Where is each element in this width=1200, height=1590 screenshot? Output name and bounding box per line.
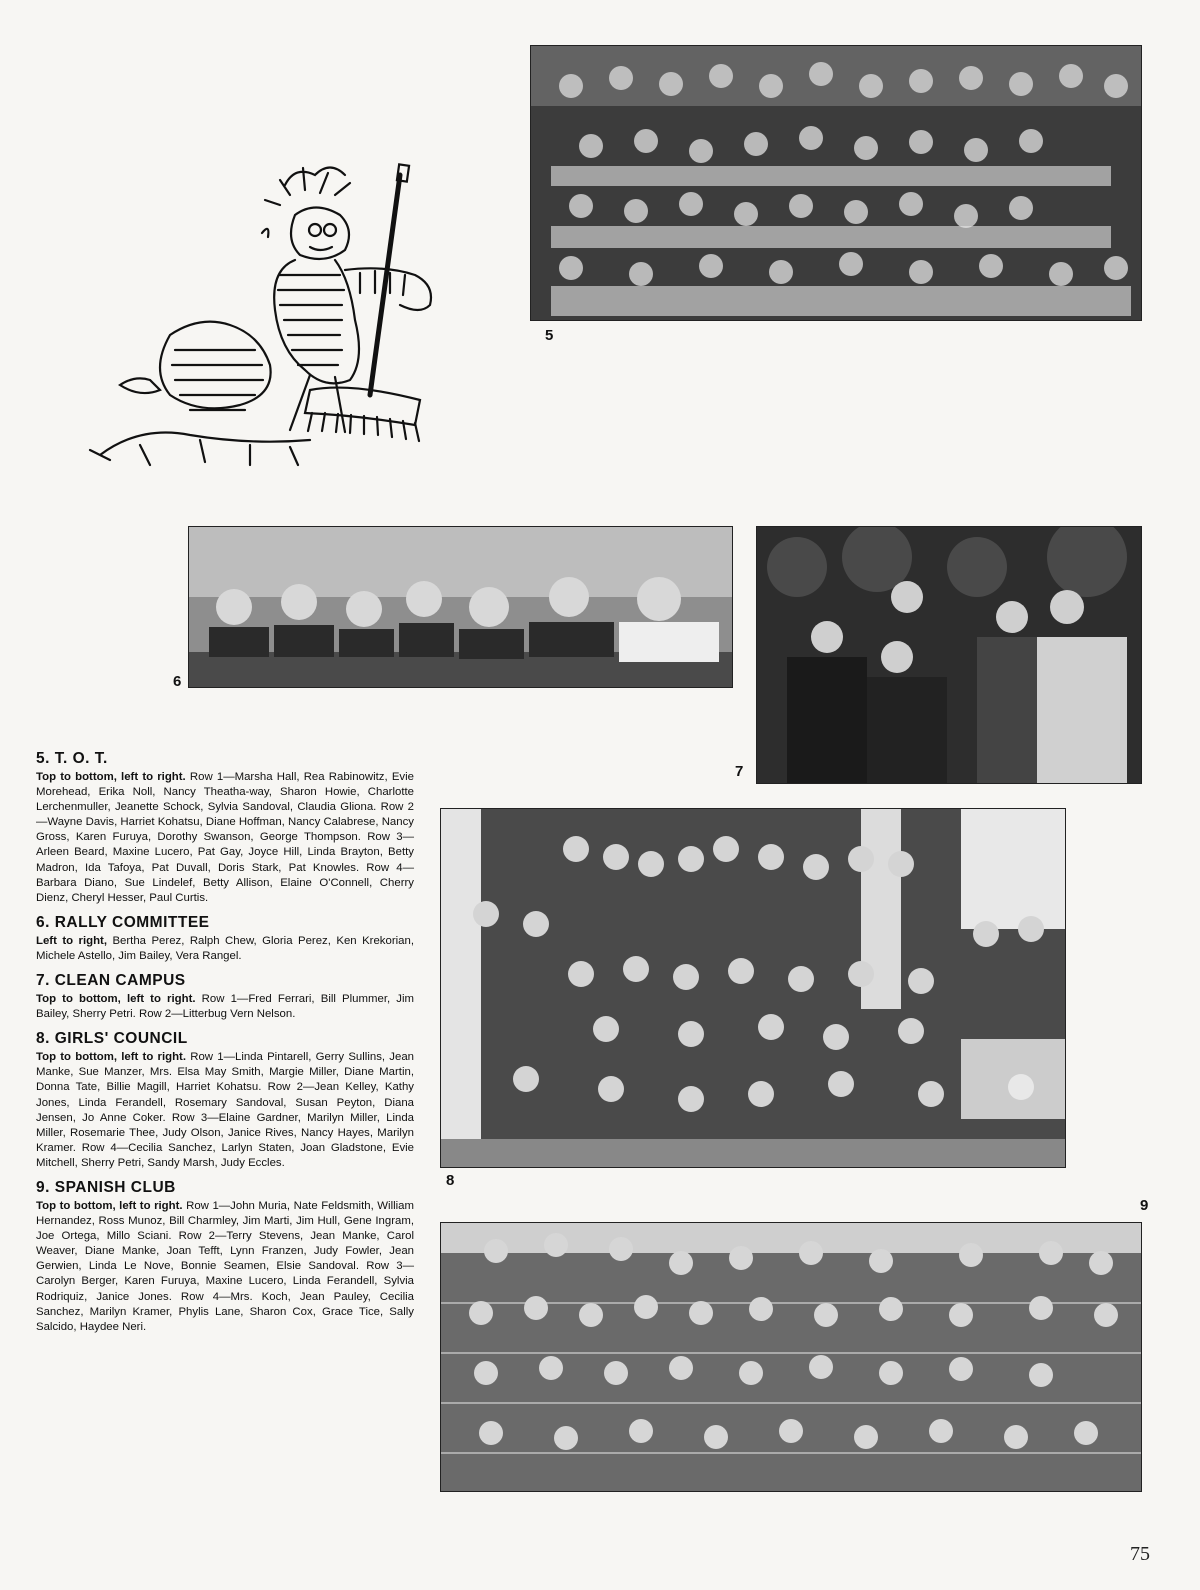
caption-title: 9. SPANISH CLUB xyxy=(36,1178,176,1196)
photo-number-7: 7 xyxy=(735,763,744,780)
caption-lead: Top to bottom, left to right. xyxy=(36,771,186,783)
caption-rally-committee xyxy=(36,914,414,964)
photo-number-5: 5 xyxy=(545,327,554,344)
sweeper-cartoon-illustration xyxy=(80,155,490,475)
caption-text: Bertha Perez, Ralph Chew, Gloria Perez, Ken Krekorian, Michele Astello, Jim Bailey, Vera Rangel. xyxy=(36,934,414,962)
caption-lead: Top to bottom, left to right. xyxy=(36,1051,186,1064)
caption-clean-campus xyxy=(36,972,414,1022)
photo-number-8: 8 xyxy=(446,1172,455,1189)
caption-spanish-club xyxy=(36,1179,414,1335)
caption-text: Row 1—Marsha Hall, Rea Rabinowitz, Evie Morehead, Erika Noll, Nancy Theatha-way, Sharon Howie, Charlotte Lerchenmuller, Jeanette Schock, Sylvia Sandoval, Claudia Gliona. Row 2—Wayne Davis, Harriet Kohatsu, Diane Hoffman, Nancy Calabrese, Nancy Gross, Karen Furuya, Dorothy Swanson, George Thompson. Row 3—Arleen Beard, Maxine Lucero, Pat Gay, Joyce Hill, Linda Brayton, Betty Madron, Ida Tafoya, Pat Duvall, Doris Stark, Pat Knowles. Row 4—Barbara Diano, Sue Lindelef, Betty Allison, Elaine O'Connell, Cherry Dienz, Cheryl Hesser, Paul Curtis. xyxy=(36,771,414,904)
caption-lead: Top to bottom, left to right. xyxy=(36,993,196,1006)
photo-tot-group xyxy=(530,45,1142,321)
caption-title: 7. CLEAN CAMPUS xyxy=(36,972,186,990)
caption-column xyxy=(36,750,414,1343)
photo-rally-committee xyxy=(188,526,733,688)
caption-text: Row 1—Fred Ferrari, Bill Plummer, Jim Bailey, Sherry Petri. Row 2—Litterbug Vern Nelson. xyxy=(36,993,414,1021)
photo-number-9: 9 xyxy=(1140,1197,1149,1214)
caption-body xyxy=(36,1050,414,1171)
page-number: 75 xyxy=(1130,1543,1150,1565)
caption-title: 8. GIRLS' COUNCIL xyxy=(36,1030,188,1048)
caption-body xyxy=(36,770,414,906)
caption-title: 5. T. O. T. xyxy=(36,750,108,767)
photo-girls-council xyxy=(440,808,1066,1168)
photo-spanish-club xyxy=(440,1222,1142,1492)
caption-lead: Left to right, xyxy=(36,934,107,947)
caption-body xyxy=(36,934,414,964)
caption-lead: Top to bottom, left to right. xyxy=(36,1199,183,1212)
caption-title: 6. RALLY COMMITTEE xyxy=(36,913,210,931)
caption-body xyxy=(36,1199,414,1335)
caption-tot xyxy=(36,750,414,906)
photo-number-6: 6 xyxy=(173,673,182,690)
caption-body xyxy=(36,992,414,1022)
caption-text: Row 1—Linda Pintarell, Gerry Sullins, Jean Manke, Sue Manzer, Mrs. Elsa May Smith, Margie Miller, Diane Martin, Donna Tate, Billie Magill, Harriet Kohatsu. Row 2—Jean Kelley, Kathy Jones, Linda Ferandell, Rosemary Sandoval, Susan Peyton, Diana Jensen, Jo Anne Coker. Row 3—Elaine Gardner, Marilyn Miller, Linda Miller, Rosemarie Thee, Judy Olson, Janice Rives, Nancy Hayes, Marilyn Kramer. Row 4—Cecilia Sanchez, Larlyn Staten, Joan Gladstone, Evie Mitchell, Sherry Petri, Sandy Marsh, Judy Eccles. xyxy=(36,1051,414,1169)
caption-girls-council xyxy=(36,1030,414,1171)
caption-text: Row 1—John Muria, Nate Feldsmith, William Hernandez, Ross Munoz, Bill Charmley, Jim Marti, Jim Hull, Gene Ingram, Joe Ortega, Millo Sciani. Row 2—Terry Stevens, Jean Manke, Carol Weaver, Diane Manke, Joan Tefft, Lynn Franzen, Judy Fowler, Jean Gerwien, Linda Le Nove, Bonnie Seamen, Elsie Sandoval. Row 3—Carolyn Berger, Karen Furuya, Maxine Lucero, Linda Ferandell, Sylvia Rodriquiz, Janice Jones. Row 4—Mrs. Koch, Jean Pauley, Cecilia Sanchez, Marilyn Kramer, Phylis Lane, Sharon Cox, Grace Tice, Sally Salcido, Haydee Neri. xyxy=(36,1199,414,1333)
photo-clean-campus xyxy=(756,526,1142,784)
